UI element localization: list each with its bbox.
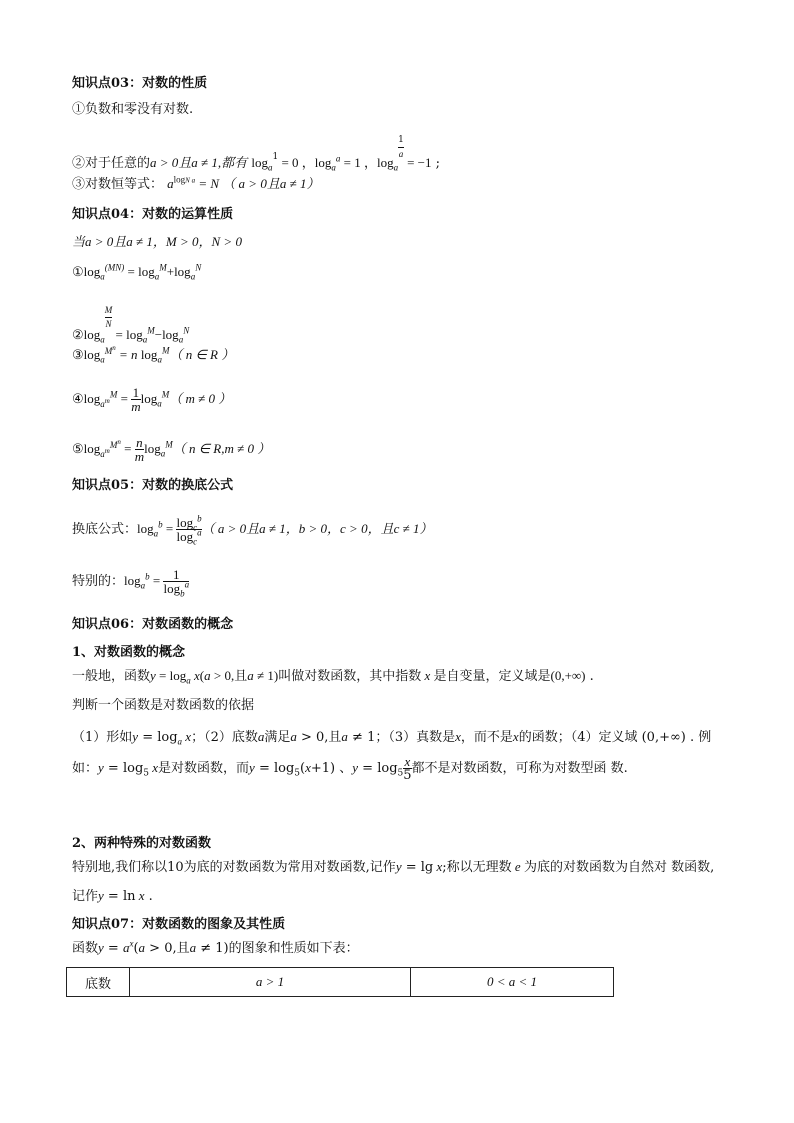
criteria-title: 判断一个函数是对数函数的依据 [72,698,255,713]
property-3: ③对数恒等式： $a^{logN a} = N$ （ a > 0且a ≠ 1） [72,174,320,192]
definition-text-a: 一般地，函数 [72,669,151,684]
special-log-text: 特别地,我们称以10为底的对数函数为常用对数函数,记作y = lg x;称以无理数 e 为底的对数函数为自然对 数函数,记作y = ln x . [72,859,715,904]
special-text-a: 特别地,我们称以10为底的对数函数为常用对数函数,记作 [72,860,396,875]
section-07-title: 知识点07：对数函数的图象及其性质 [72,917,286,932]
definition-text-c: 是自变量，定义域是 [433,669,551,684]
table-header-a-lt-1: 0 < a < 1 [411,968,614,997]
special-log-subtitle: 2、两种特殊的对数函数 [72,836,212,851]
change-of-base-cond: （ a > 0且a ≠ 1，b > 0，c > 0，且c ≠ 1） [201,521,433,536]
special-text-d: 数函数,记作 [72,860,715,904]
section-07-intro: 函数$y = a^x(a > 0$,且a ≠ 1)的图象和性质如下表： [72,938,359,956]
criteria-text: （1）形如$y = \log_a x$；（2）底数a满足a > 0,且a ≠ 1；（3）真数是x，而不是x的函数；（4）定义域 (0,+∞) . 例如：$y = \log_5 x$是对数函数，而$y = \log_5(x+1)$ 、$y = \log_5$ $\frac{x}{5}$ 都不是对数函数，可称为对数型函 数. [72,729,712,783]
rule-5: $⑤\log_{a^m}^{M^n}$ = $\frac{n}{m}$ $\log_a^M$（ n ∈ R,m ≠ 0 ） [72,435,271,464]
special-case-label: 特别的： [72,574,125,589]
property-2: ②对于任意的a > 0且a ≠ 1,都有 $\log_a$ 1 = 0 ，$\log_a^a = 1$ ，$\log_a$ $\frac{1}{a}$ = −1 ; [72,135,441,173]
rule-3-cond: （ n ∈ R ） [169,347,235,362]
table-header-base: 底数 [67,968,130,997]
rule-1: $①\log_a^{(MN)} = \log_a^M+\log_a^N$ [72,262,202,282]
special-text-b: ;称以无理数 [442,860,512,875]
section-05-title: 知识点05：对数的换底公式 [72,478,234,493]
concept-subtitle: 1、对数函数的概念 [72,645,186,660]
rule-2: $②\log_a$ $\frac{M}{N}$ = $\log_a^M-\log_a^N$ [72,305,190,345]
section-06-title: 知识点06：对数函数的概念 [72,617,234,632]
intro-text-b: 的图象和性质如下表： [228,941,359,956]
change-of-base-label: 换底公式： [72,522,138,537]
rule-3: $③\log_a^{M^n} = n$ $\log_a^M$（ n ∈ R ） [72,343,235,365]
rule-4-cond: （ m ≠ 0 ） [169,391,232,406]
section-04-title: 知识点04：对数的运算性质 [72,207,234,222]
special-case: 特别的：$\log_a^b$ = $\frac{1}{\log_b^a}$ [72,567,190,599]
property-3-prefix: ③对数恒等式： [72,177,164,192]
section-04-condition: 当a > 0且a ≠ 1，M > 0，N > 0 [72,234,242,249]
definition: 一般地，函数$y = \log_a x(a > 0$,且a ≠ 1)叫做对数函数，其中指数 x 是自变量，定义域是(0,+∞) . [72,668,594,686]
rule-4: $④\log_{a^m}^M$ = $\frac{1}{m}$ $\log_a^M$（ m ≠ 0 ） [72,385,232,414]
property-1: ①负数和零没有对数. [72,102,194,117]
intro-text-a: 函数 [72,941,99,956]
change-of-base: 换底公式：$\log_a^b$ = $\frac{\log_c^b}{\log_c^a}$ （ a > 0且a ≠ 1，b > 0，c > 0，且c ≠ 1） [72,513,433,547]
properties-table [66,967,614,997]
table-header-a-gt-1: a > 1 [130,968,411,997]
special-text-c: 为底的对数函数为自然对 [523,860,667,875]
property-2-cond: a > 0且a ≠ 1,都有 [150,155,248,170]
table-header-row [67,968,614,997]
property-2-prefix: ②对于任意的 [72,156,151,171]
section-03-title: 知识点03：对数的性质 [72,76,208,91]
property-3-cond: （ a > 0且a ≠ 1） [222,176,320,191]
rule-5-cond: （ n ∈ R,m ≠ 0 ） [172,441,271,456]
definition-text-b: 叫做对数函数，其中指数 [278,669,422,684]
